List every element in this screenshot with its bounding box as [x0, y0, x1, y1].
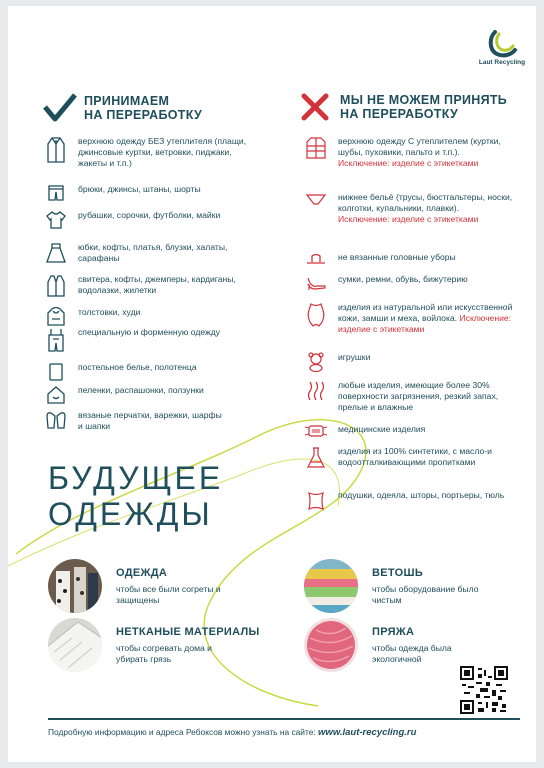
- accept-item: [44, 210, 238, 232]
- accept-item-text: брюки, джинсы, штаны, шорты: [78, 184, 201, 194]
- big-title: [48, 460, 223, 532]
- accept-item: [44, 184, 258, 206]
- reject-item: [304, 446, 513, 468]
- reject-item-text: медицинские изделия: [338, 424, 426, 434]
- reject-item-text: не вязанные головные уборы: [338, 252, 456, 262]
- rags-photo: [304, 559, 358, 613]
- reject-item: [304, 424, 508, 446]
- category-desc: чтобы одежда была экологичной: [372, 642, 452, 664]
- reject-item-text: игрушки: [338, 352, 371, 362]
- reject-item: [304, 302, 513, 335]
- big-title-line2: ОДЕЖДЫ: [48, 496, 213, 532]
- big-title-line1: БУДУЩЕЕ: [48, 460, 224, 496]
- checkmark-icon: [42, 92, 78, 124]
- category-name: НЕТКАНЫЕ МАТЕРИАЛЫ: [116, 625, 260, 638]
- category-desc: чтобы оборудование было чистым: [372, 583, 479, 605]
- reject-item: [304, 252, 508, 274]
- reject-item-text: любые изделия, имеющие более 30% поверхности загрязнения, резкий запах, прелые и влажные: [338, 380, 499, 412]
- bedsheet-icon: [48, 362, 64, 382]
- accept-item: [44, 274, 258, 296]
- odor-waves-icon: [305, 380, 327, 402]
- accept-title-line1: ПРИНИМАЕМ: [84, 94, 170, 108]
- brand-logo[interactable]: [472, 30, 532, 66]
- reject-item-text: подушки, одеяла, шторы, портьеры, тюль: [338, 490, 505, 500]
- puffer-jacket-icon: [305, 136, 327, 160]
- overalls-icon: [46, 327, 66, 353]
- accept-item: [44, 410, 228, 432]
- clothes-photo: [48, 559, 102, 613]
- reject-item: [304, 380, 508, 413]
- reject-item-text: изделия из натуральной или искусственной кожи, замши и меха, войлока. Исключение: изделие с этикетками: [338, 302, 513, 334]
- accept-item-text: свитера, кофты, джемперы, кардиганы, водолазки, жилетки: [78, 274, 236, 295]
- reject-item: [304, 136, 508, 169]
- reject-item: [304, 192, 513, 225]
- category-clothes: [48, 559, 236, 613]
- category-nonwovens: [48, 618, 260, 672]
- accept-title-line2: НА ПЕРЕРАБОТКУ: [84, 108, 203, 122]
- accept-item-text: постельное белье, полотенца: [78, 362, 197, 372]
- accept-item: [44, 136, 258, 169]
- category-name: ВЕТОШЬ: [372, 566, 424, 579]
- category-rags: [304, 559, 492, 613]
- accept-item-text: пеленки, распашонки, ползунки: [78, 385, 204, 395]
- accept-item-text: юбки, кофты, платья, блузки, халаты, сарафаны: [78, 242, 228, 263]
- footer: [48, 718, 520, 738]
- category-name: ПРЯЖА: [372, 625, 415, 638]
- trousers-icon: [46, 184, 66, 202]
- reject-header: [300, 92, 507, 122]
- reject-item: [304, 490, 508, 512]
- teddy-bear-icon: [305, 352, 327, 372]
- accept-item: [44, 242, 238, 264]
- reject-item-text: нижнее бельё (трусы, бюстгальтеры, носки, колготки, купальники, плавки). Исключение: изделие с этикетками: [338, 192, 513, 224]
- hat-icon: [305, 252, 327, 266]
- reject-item: [304, 352, 508, 374]
- logo-text: Laut Recycling: [478, 59, 526, 66]
- reject-item-text: сумки, ремни, обувь, бижутерию: [338, 274, 468, 284]
- accept-item-text: вязаные перчатки, варежки, шарфы и шапки: [78, 410, 222, 431]
- category-name: ОДЕЖДА: [116, 566, 168, 579]
- laut-logo-icon: [487, 30, 517, 58]
- accept-item: [44, 362, 258, 384]
- underwear-icon: [305, 192, 327, 206]
- skirt-icon: [45, 242, 67, 264]
- baby-diaper-icon: [46, 385, 66, 405]
- reject-title-line1: МЫ НЕ МОЖЕМ ПРИНЯТЬ: [340, 93, 508, 107]
- hoodie-icon: [46, 307, 66, 327]
- reject-item-text: верхнюю одежду С утеплителем (куртки, шубы, пуховики, пальто и т.п.). Исключение: изделие с этикетками: [338, 136, 501, 168]
- footer-text: Подробную информацию и адреса Ребоксов можно узнать на сайте:: [48, 727, 319, 737]
- accept-item-text: рубашки, сорочки, футболки, майки: [78, 210, 221, 220]
- synthetic-flask-icon: [306, 446, 326, 470]
- leather-hide-icon: [305, 302, 327, 328]
- accept-item: [44, 385, 258, 407]
- qr-code[interactable]: [460, 666, 508, 714]
- face-mask-icon: [304, 424, 328, 438]
- category-desc: чтобы согревать дома и убирать грязь: [116, 642, 212, 664]
- accept-item: [44, 307, 238, 329]
- pillow-icon: [306, 490, 326, 512]
- accept-header: [42, 92, 202, 124]
- website-link[interactable]: www.laut-recycling.ru: [318, 727, 417, 738]
- accept-item-text: верхнюю одежду БЕЗ утеплителя (плащи, джинсовые куртки, ветровки, пиджаки, жакеты и т.п.): [78, 136, 247, 168]
- category-yarn: [304, 618, 492, 672]
- tshirt-icon: [45, 210, 67, 230]
- nonwovens-photo: [48, 618, 102, 672]
- vest-icon: [46, 274, 66, 298]
- mittens-icon: [44, 410, 68, 432]
- category-desc: чтобы все были согреты и защищены: [116, 583, 221, 605]
- coat-icon: [46, 136, 66, 164]
- yarn-photo: [304, 618, 358, 672]
- accept-item-text: специальную и форменную одежду: [78, 327, 221, 337]
- reject-title-line2: НА ПЕРЕРАБОТКУ: [340, 107, 459, 121]
- high-heel-icon: [305, 274, 327, 292]
- reject-item-text: изделия из 100% синтетики, с масло-и водоотталкивающими пропитками: [338, 446, 492, 467]
- poster: [8, 6, 536, 762]
- accept-item-text: толстовки, худи: [78, 307, 141, 317]
- accept-item: [44, 327, 228, 349]
- reject-item: [304, 274, 508, 296]
- cross-icon: [300, 92, 330, 122]
